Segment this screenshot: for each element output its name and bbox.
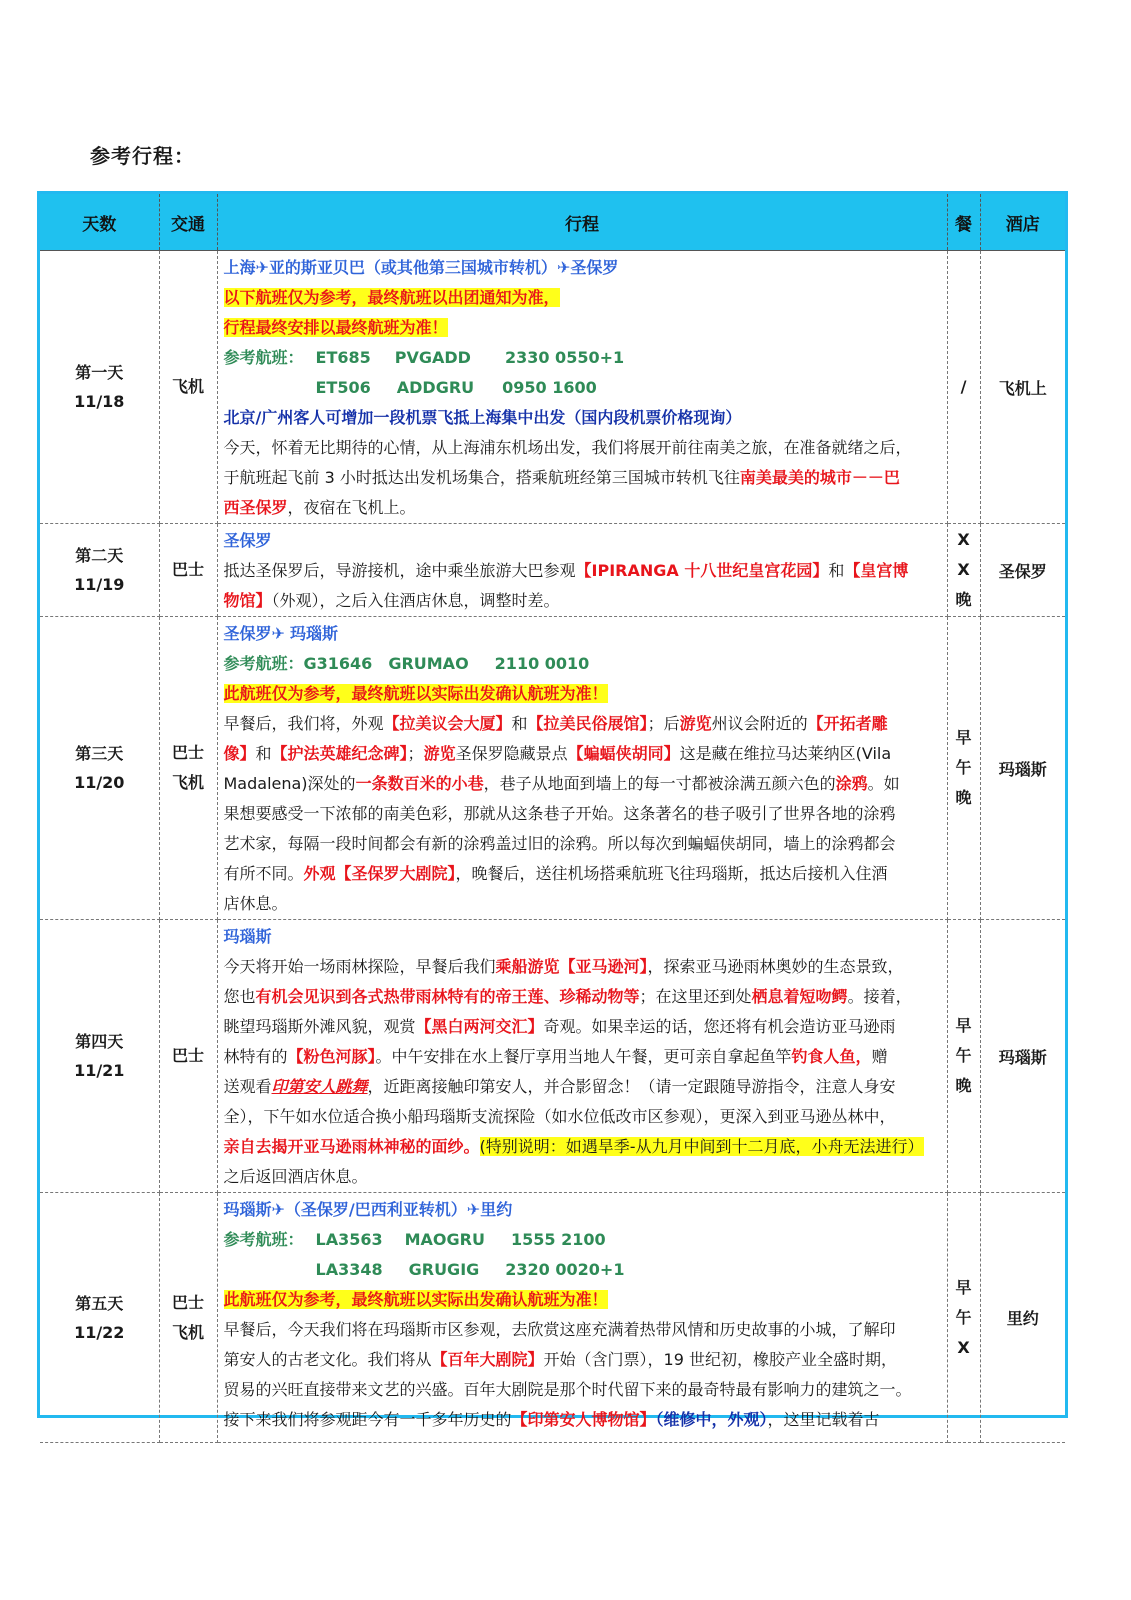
- meal-value: 午: [955, 1307, 972, 1327]
- route-text: 玛瑙斯: [290, 624, 339, 643]
- itinerary-table-frame: [37, 191, 1068, 1429]
- header-hotel: 酒店: [980, 194, 1065, 251]
- flight-time: 1555 2100: [510, 1230, 606, 1249]
- description-text: Madalena)深处的: [223, 774, 356, 793]
- description-text: 送观看: [223, 1077, 272, 1096]
- description-text: 贸易的兴旺直接带来文艺的兴盛。百年大剧院是那个时代留下来的最奇特最有影响力的建筑之一。: [223, 1380, 912, 1399]
- description-text: 林特有的: [223, 1047, 288, 1066]
- day-label: 第三天: [75, 744, 124, 763]
- highlight-text: 一条数百米的小巷: [355, 774, 484, 793]
- day-date: 11/22: [74, 1322, 125, 1342]
- transport-mode: 巴士: [171, 560, 204, 579]
- highlight-text: 游览: [423, 744, 456, 763]
- flight-notice: 此航班仅为参考，最终航班以实际出发确认航班为准！: [223, 1290, 608, 1309]
- transport-cell: [159, 617, 217, 920]
- table-row: [40, 617, 1065, 920]
- highlight-text: 外观【圣保罗大剧院】: [303, 864, 456, 883]
- meal-cell: [947, 617, 980, 920]
- route-text: 玛瑙斯: [223, 1200, 272, 1219]
- description-text: 果想要感受一下浓郁的南美色彩，那就从这条巷子开始。这条著名的巷子吸引了世界各地的涂鸦: [223, 804, 896, 823]
- transport-cell: [159, 251, 217, 524]
- highlight-text: 乘船游览【亚马逊河】: [495, 957, 648, 976]
- highlight-text: 亲自去揭开亚马逊雨林神秘的面纱。: [223, 1137, 480, 1156]
- highlight-text: 【粉色河豚】: [287, 1047, 376, 1066]
- itinerary-cell: [217, 617, 947, 920]
- highlight-text: 【皇宫博: [844, 561, 909, 580]
- description-text: ，夜宿在飞机上。: [287, 498, 416, 517]
- table-header-row: [40, 194, 1065, 251]
- flight-number: 参考航班：G31646: [223, 654, 373, 673]
- description-text: ，这里记载着古: [767, 1410, 880, 1429]
- meal-value: X: [957, 560, 970, 579]
- description-text: 店休息。: [223, 894, 288, 913]
- description-text: 。接着，: [847, 987, 912, 1006]
- transport-mode: 飞机: [171, 377, 204, 396]
- transport-mode: 飞机: [171, 1322, 204, 1342]
- day-label: 第一天: [75, 363, 124, 382]
- transport-mode: 巴士: [171, 1292, 204, 1312]
- header-meal: 餐: [947, 194, 980, 251]
- flight-route: GRUGIG: [408, 1260, 480, 1279]
- day-cell: [40, 1193, 159, 1443]
- description-text: ；后: [647, 714, 680, 733]
- route-text: （圣保罗/巴西利亚转机）: [284, 1200, 467, 1219]
- meal-value: 晚: [955, 1076, 972, 1095]
- itinerary-cell: [217, 1193, 947, 1443]
- highlight-text: 像】: [223, 744, 256, 763]
- flight-number: ET506: [315, 378, 371, 397]
- description-text: 开始（含门票），19 世纪初，橡胶产业全盛时期，: [543, 1350, 897, 1369]
- meal-value: 早: [955, 728, 972, 747]
- route-text: 圣保罗: [223, 624, 272, 643]
- table-row: [40, 524, 1065, 617]
- description-text: 早餐后，我们将，外观: [223, 714, 384, 733]
- meal-cell: [947, 524, 980, 617]
- meal-cell: [947, 251, 980, 524]
- highlight-text: 南美最美的城市－－巴: [739, 468, 900, 487]
- description-text: 圣保罗隐藏景点: [455, 744, 568, 763]
- day-cell: [40, 524, 159, 617]
- flight-notice: 此航班仅为参考，最终航班以实际出发确认航班为准！: [223, 684, 608, 703]
- day-cell: [40, 920, 159, 1193]
- description-text: 。中午安排在水上餐厅享用当地人午餐，更可亲自拿起鱼竿: [375, 1047, 792, 1066]
- meal-cell: [947, 1193, 980, 1443]
- description-text: ，晚餐后，送往机场搭乘航班飞往玛瑙斯，抵达后接机入住酒: [455, 864, 888, 883]
- description-text: 早餐后，今天我们将在玛瑙斯市区参观，去欣赏这座充满着热带风情和历史故事的小城，了解印: [223, 1320, 896, 1339]
- hotel-cell: 玛瑙斯: [980, 920, 1065, 1193]
- highlight-text: 【IPIRANGA 十八世纪皇宫花园】: [575, 561, 829, 580]
- meal-cell: [947, 920, 980, 1193]
- description-text: 今天将开始一场雨林探险，早餐后我们: [223, 957, 496, 976]
- highlight-text: 【黑白两河交汇】: [415, 1017, 544, 1036]
- flight-label: 参考航班：: [223, 348, 304, 367]
- meal-value: X: [957, 1337, 970, 1357]
- description-text: 全），下午如水位适合换小船玛瑙斯支流探险（如水位低改市区参观），更深入到亚马逊丛林中，: [223, 1107, 896, 1126]
- flight-route: ADDGRU: [396, 378, 475, 397]
- meal-value: /: [960, 377, 967, 396]
- description-text: 和: [255, 744, 272, 763]
- highlight-text: 【拉美民俗展馆】: [527, 714, 648, 733]
- header-itinerary: 行程: [217, 194, 947, 251]
- description-text: 接下来我们将参观距今有一千多年历史的: [223, 1410, 512, 1429]
- description-text: ，近距离接触印第安人，并合影留念！（请一定跟随导游指令，注意人身安: [367, 1077, 896, 1096]
- flight-label: 参考航班：: [223, 1230, 304, 1249]
- description-text: （外观），之后入住酒店休息，调整时差。: [271, 591, 560, 610]
- description-text: 奇观。如果幸运的话，您还将有机会造访亚马逊雨: [543, 1017, 896, 1036]
- hotel-cell: 里约: [980, 1193, 1065, 1443]
- description-text: 眺望玛瑙斯外滩风貌，观赏: [223, 1017, 416, 1036]
- description-text: 第安人的古老文化。我们将从: [223, 1350, 432, 1369]
- highlight-text: 游览: [679, 714, 712, 733]
- description-text: 和: [511, 714, 528, 733]
- flight-number: ET685: [315, 348, 371, 367]
- meal-value: 晚: [955, 590, 972, 609]
- day-date: 11/19: [74, 575, 125, 594]
- highlight-text: 涂鸦: [835, 774, 868, 793]
- flight-route: PVGADD: [394, 348, 471, 367]
- description-text: ，探索亚马逊雨林奥妙的生态景致，: [647, 957, 904, 976]
- flight-notice: 行程最终安排以最终航班为准！: [223, 318, 448, 337]
- flight-time: 2330 0550+1: [504, 348, 625, 367]
- meal-value: 早: [955, 1277, 972, 1297]
- description-text: 抵达圣保罗后，导游接机，途中乘坐旅游大巴参观: [223, 561, 576, 580]
- airplane-icon: ✈: [271, 1200, 285, 1219]
- description-text: 。如: [867, 774, 900, 793]
- meal-value: 午: [955, 1046, 972, 1065]
- table-row: [40, 251, 1065, 524]
- day-label: 第二天: [75, 546, 124, 565]
- itinerary-cell: [217, 920, 947, 1193]
- meal-value: 晚: [955, 788, 972, 807]
- highlight-text: 【印第安人博物馆】: [511, 1410, 656, 1429]
- hotel-cell: 圣保罗: [980, 524, 1065, 617]
- day-label: 第四天: [75, 1032, 124, 1051]
- transport-cell: [159, 1193, 217, 1443]
- meal-value: 午: [955, 758, 972, 777]
- description-text: 这是藏在维拉马达莱纳区(Vila: [679, 744, 892, 763]
- route-text: 上海: [223, 258, 256, 277]
- description-text: 艺术家，每隔一段时间都会有新的涂鸦盖过旧的涂鸦。所以每次到蝙蝠侠胡同，墙上的涂鸦都会: [223, 834, 896, 853]
- flight-number: LA3563: [315, 1230, 383, 1249]
- flight-time: 0950 1600: [502, 378, 597, 397]
- day-date: 11/21: [74, 1061, 125, 1080]
- table-row: [40, 920, 1065, 1193]
- highlight-text: 栖息着短吻鳄: [751, 987, 848, 1006]
- flight-time: 2110 0010: [494, 654, 590, 673]
- route-text: 里约: [480, 1200, 513, 1219]
- flight-notice: 以下航班仅为参考，最终航班以出团通知为准，: [223, 288, 560, 307]
- day-date: 11/18: [74, 392, 125, 411]
- meal-value: 早: [955, 1016, 972, 1035]
- highlight-text: 【拉美议会大厦】: [383, 714, 512, 733]
- city-heading: 圣保罗: [223, 531, 272, 550]
- hotel-cell: 飞机上: [980, 251, 1065, 524]
- route-text: 圣保罗: [570, 258, 619, 277]
- description-text: 之后返回酒店休息。: [223, 1167, 368, 1186]
- itinerary-table: [40, 194, 1065, 1443]
- description-text: 有所不同。: [223, 864, 304, 883]
- transport-cell: [159, 524, 217, 617]
- flight-route: MAOGRU: [404, 1230, 485, 1249]
- description-text: ；: [407, 744, 424, 763]
- description-text: 州议会附近的: [711, 714, 808, 733]
- highlight-text: 【开拓者雕: [807, 714, 888, 733]
- description-text: 赠: [871, 1047, 888, 1066]
- description-text: 和: [828, 561, 845, 580]
- transport-cell: [159, 920, 217, 1193]
- hotel-cell: 玛瑙斯: [980, 617, 1065, 920]
- description-text: ；在这里还到处: [639, 987, 752, 1006]
- highlight-text: 钓食人鱼，: [791, 1047, 872, 1066]
- day-date: 11/20: [74, 773, 125, 792]
- description-text: 您也: [223, 987, 256, 1006]
- itinerary-cell: [217, 251, 947, 524]
- highlight-text: 印第安人跳舞: [271, 1077, 368, 1096]
- route-text: 亚的斯亚贝巴（或其他第三国城市转机）: [268, 258, 557, 277]
- meal-value: X: [957, 530, 970, 549]
- airplane-icon: ✈: [255, 258, 269, 277]
- maintenance-note: （维修中，外观）: [655, 1410, 768, 1429]
- airplane-icon: ✈: [466, 1200, 481, 1219]
- airplane-icon: ✈: [271, 624, 285, 643]
- transport-mode: 飞机: [171, 773, 204, 792]
- day-cell: [40, 617, 159, 920]
- flight-route: GRUMAO: [388, 654, 469, 673]
- day-cell: [40, 251, 159, 524]
- itinerary-cell: [217, 524, 947, 617]
- description-text: 今天，怀着无比期待的心情，从上海浦东机场出发，我们将展开前往南美之旅，在准备就绪之后，: [223, 438, 912, 457]
- header-day: 天数: [40, 194, 159, 251]
- table-row: [40, 1193, 1065, 1443]
- highlight-text: 【百年大剧院】: [431, 1350, 544, 1369]
- extra-flight-note: 北京/广州客人可增加一段机票飞抵上海集中出发（国内段机票价格现询）: [223, 408, 742, 427]
- highlight-text: 【护法英雄纪念碑】: [271, 744, 408, 763]
- highlight-text: 【蝙蝠侠胡同】: [567, 744, 680, 763]
- highlight-text: 物馆】: [223, 591, 272, 610]
- special-note: (特别说明：如遇旱季-从九月中间到十二月底，小舟无法进行）: [479, 1137, 924, 1156]
- city-heading: 玛瑙斯: [223, 927, 272, 946]
- header-transport: 交通: [159, 194, 217, 251]
- transport-mode: 巴士: [171, 743, 204, 762]
- page-title: 参考行程：: [90, 144, 195, 168]
- description-text: 于航班起飞前 3 小时抵达出发机场集合，搭乘航班经第三国城市转机飞往: [223, 468, 740, 487]
- day-label: 第五天: [75, 1293, 124, 1313]
- highlight-text: 有机会见识到各式热带雨林特有的帝王莲、珍稀动物等: [255, 987, 640, 1006]
- airplane-icon: ✈: [556, 258, 571, 277]
- transport-mode: 巴士: [171, 1046, 204, 1065]
- description-text: ，巷子从地面到墙上的每一寸都被涂满五颜六色的: [483, 774, 836, 793]
- flight-number: LA3348: [315, 1260, 383, 1279]
- flight-time: 2320 0020+1: [505, 1260, 625, 1279]
- highlight-text: 西圣保罗: [223, 498, 288, 517]
